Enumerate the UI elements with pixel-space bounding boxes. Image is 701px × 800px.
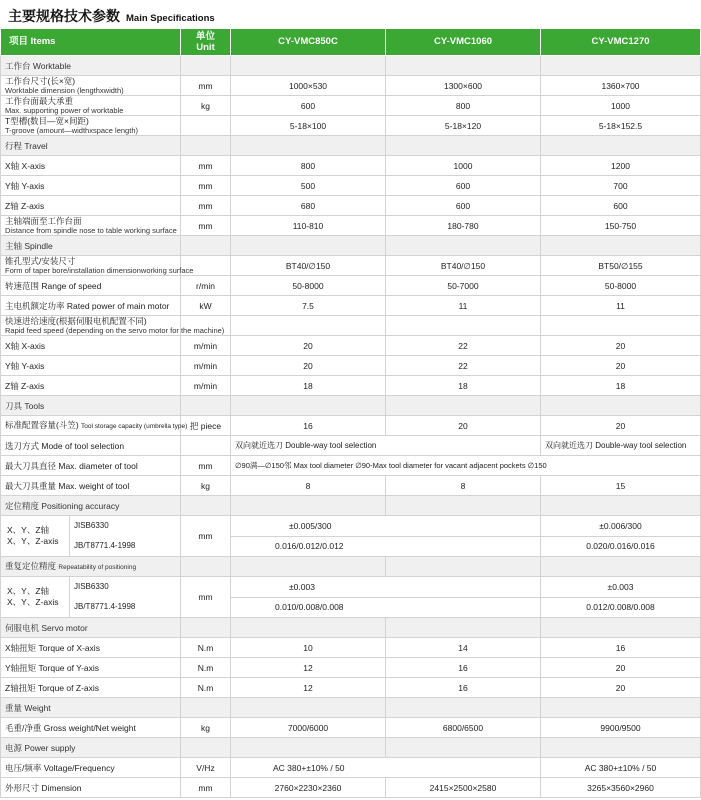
col-header-model-3: CY-VMC1270 — [541, 29, 701, 56]
title-cn: 主要规格技术参数 — [8, 8, 120, 24]
title-en: Main Specifications — [126, 13, 215, 24]
table-row: 工作台面最大承重 Max. supporting power of worktable kg 600 800 1000 — [1, 96, 701, 116]
section-row: 重复定位精度 Repeatability of positioning — [1, 557, 701, 577]
table-row: 主电机额定功率 Rated power of main motor kW 7.5 11 11 — [1, 296, 701, 316]
table-row: 毛重/净重 Gross weight/Net weight kg 7000/6000 6800/6500 9900/9500 — [1, 718, 701, 738]
table-row: 工作台尺寸(长×宽) Worktable dimension (lengthxwidth) mm 1000×530 1300×600 1360×700 — [1, 76, 701, 96]
table-row: 转速范围 Range of speed r/min 50-8000 50-7000 50-8000 — [1, 276, 701, 296]
table-row: 最大刀具重量 Max. weight of tool kg 8 8 15 — [1, 476, 701, 496]
table-row: X轴 X-axis mm 800 1000 1200 — [1, 156, 701, 176]
section-row: 重量 Weight — [1, 698, 701, 718]
table-row: 外形尺寸 Dimension mm 2760×2230×2360 2415×2500×2580 3265×3560×2960 — [1, 778, 701, 798]
table-row: Y轴 Y-axis mm 500 600 700 — [1, 176, 701, 196]
col-header-model-1: CY-VMC850C — [231, 29, 386, 56]
table-row: 0.010/0.008/0.008 0.012/0.008/0.008 — [1, 597, 701, 618]
col-header-item: 项目 Items — [1, 29, 181, 56]
section-row: 电源 Power supply — [1, 738, 701, 758]
table-row: T型槽(数目—宽×间距) T-groove (amount—widthxspace length) 5-18×100 5-18×120 5-18×152.5 — [1, 116, 701, 136]
section-row: 工作台 Worktable — [1, 56, 701, 76]
table-row: 锥孔型式/安装尺寸 Form of taper bore/installation dimensionworking surface BT40/∅150 BT40/∅150 BT50/∅155 — [1, 256, 701, 276]
spec-table — [0, 28, 701, 798]
table-row: Z轴 Z-axis mm 680 600 600 — [1, 196, 701, 216]
table-row: Y轴 Y-axis m/min 20 22 20 — [1, 356, 701, 376]
section-row: 行程 Travel — [1, 136, 701, 156]
table-row: X轴扭矩 Torque of X-axis N.m 10 14 16 — [1, 638, 701, 658]
section-row: 定位精度 Positioning accuracy — [1, 496, 701, 516]
section-row: 伺服电机 Servo motor — [1, 618, 701, 638]
table-row: 主轴端面至工作台面 Distance from spindle nose to table working surface mm 110-810 180-780 150-750 — [1, 216, 701, 236]
table-row: 0.016/0.012/0.012 0.020/0.016/0.016 — [1, 536, 701, 557]
col-header-unit: 单位 Unit — [181, 29, 231, 56]
table-row: 标准配置容量(斗笠) Tool storage capacity (umbrella type) 把 piece 16 20 20 — [1, 416, 701, 436]
table-row: X轴 X-axis m/min 20 22 20 — [1, 336, 701, 356]
table-row: Z轴 Z-axis m/min 18 18 18 — [1, 376, 701, 396]
section-row: 主轴 Spindle — [1, 236, 701, 256]
table-row: Z轴扭矩 Torque of Z-axis N.m 12 16 20 — [1, 678, 701, 698]
header-row — [1, 29, 701, 56]
page-title — [8, 6, 215, 26]
table-row: 最大刀具直径 Max. diameter of tool mm ∅90满—∅150邻 Max tool diameter ∅90-Max tool diameter for vacant adjacent pockets ∅150 — [1, 456, 701, 476]
section-row: 刀具 Tools — [1, 396, 701, 416]
table-row: 电压/频率 Voltage/Frequency V/Hz AC 380+±10% / 50 AC 380+±10% / 50 — [1, 758, 701, 778]
table-row: X、Y、Z轴 X、Y、Z-axis JISB6330 JB/T8771.4-1998 mm ±0.003 ±0.003 — [1, 577, 701, 598]
table-row: X、Y、Z轴 X、Y、Z-axis JISB6330 JB/T8771.4-1998 mm ±0.005/300 ±0.006/300 — [1, 516, 701, 537]
col-header-model-2: CY-VMC1060 — [386, 29, 541, 56]
table-row: 选刀方式 Mode of tool selection 双向就近选刀 Double-way tool selection 双向就近选刀 Double-way tool selection — [1, 436, 701, 456]
table-row: Y轴扭矩 Torque of Y-axis N.m 12 16 20 — [1, 658, 701, 678]
table-row: 快速进给速度(根据伺服电机配置不同) Rapid feed speed (depending on the servo motor for the machine) — [1, 316, 701, 336]
